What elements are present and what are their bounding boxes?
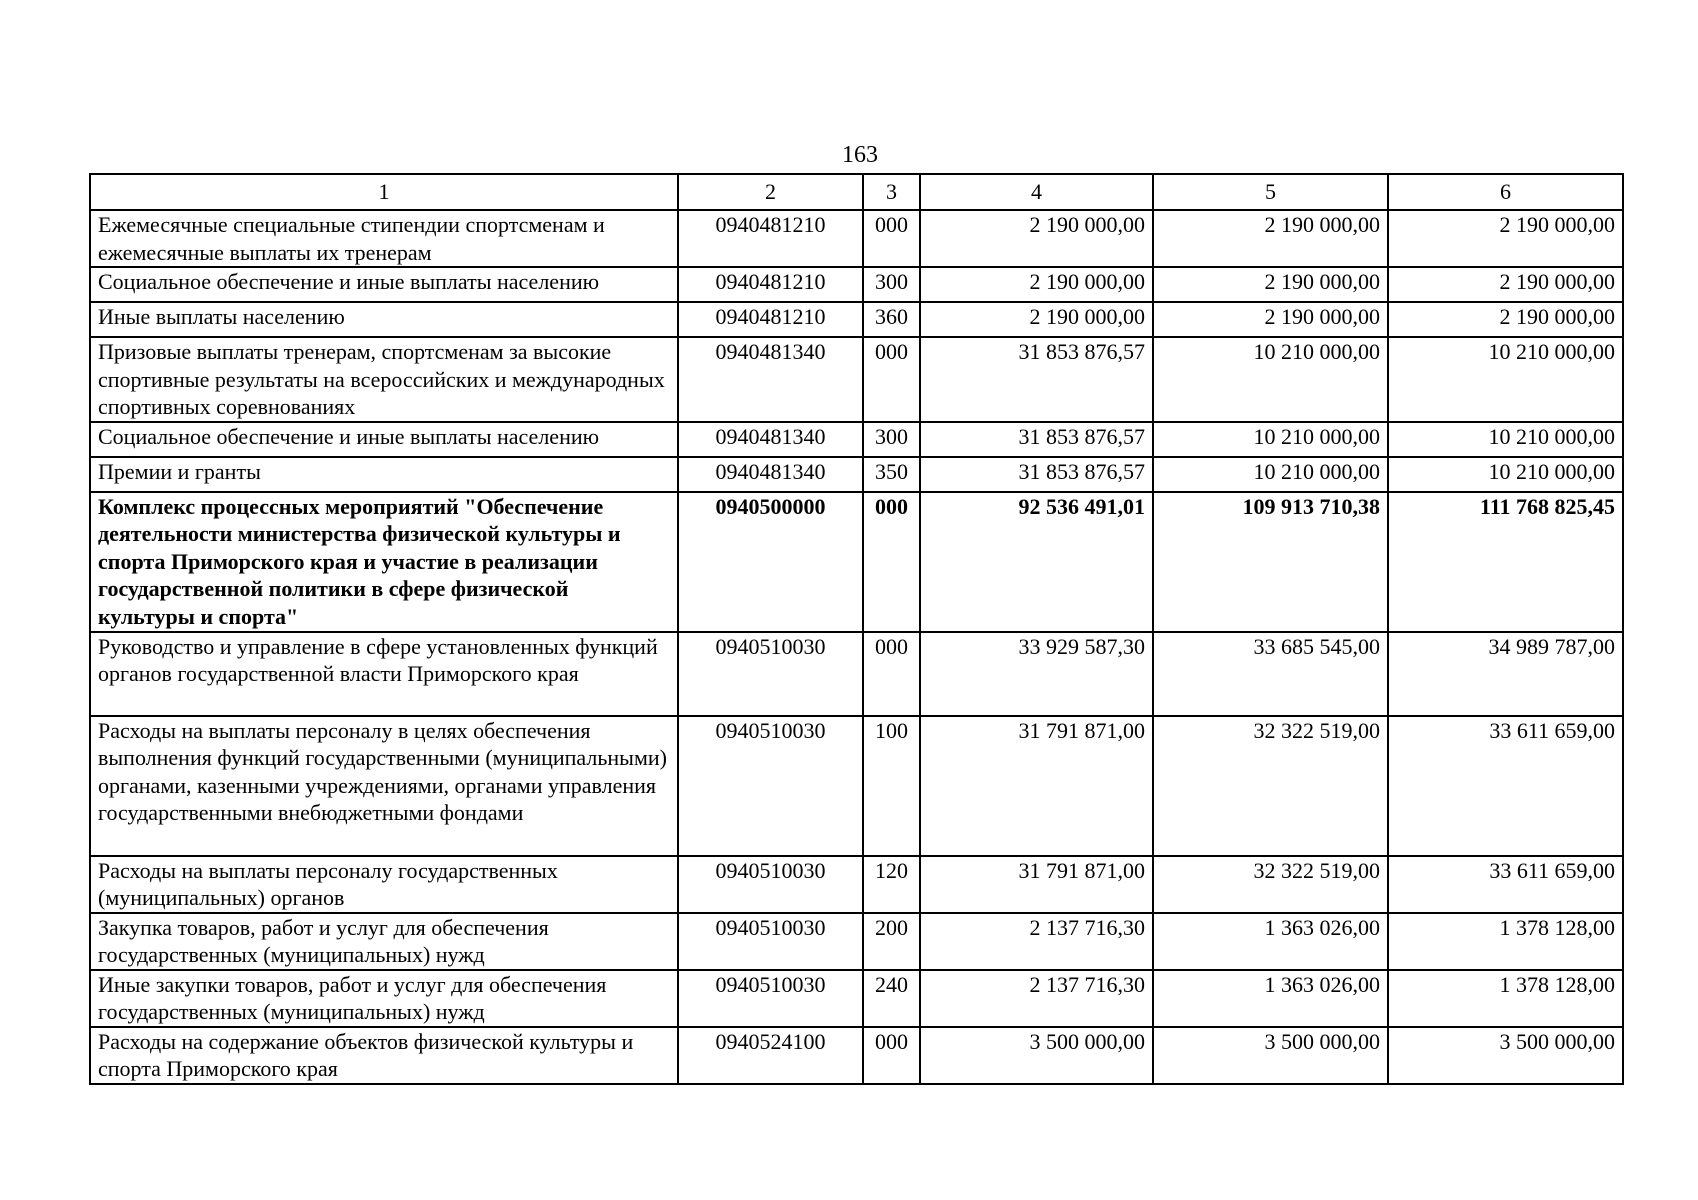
row-value-col5-cell: 32 322 519,00 — [1153, 856, 1388, 913]
row-name-cell: Иные закупки товаров, работ и услуг для обеспечения государственных (муниципальных) нужд — [90, 970, 678, 1027]
row-value-col4-cell: 31 853 876,57 — [920, 457, 1153, 492]
table-row — [90, 632, 1623, 716]
row-code-cell: 0940510030 — [678, 632, 863, 716]
row-name-cell: Расходы на выплаты персоналу государственных (муниципальных) органов — [90, 856, 678, 913]
row-expense-type-cell: 000 — [863, 492, 920, 632]
row-value-col5-cell: 3 500 000,00 — [1153, 1027, 1388, 1084]
column-header-4: 4 — [920, 174, 1153, 210]
column-header-1: 1 — [90, 174, 678, 210]
row-code-cell: 0940510030 — [678, 856, 863, 913]
row-value-col6-cell: 3 500 000,00 — [1388, 1027, 1623, 1084]
table-row — [90, 970, 1623, 1027]
row-value-col4-cell: 31 791 871,00 — [920, 716, 1153, 856]
row-expense-type-cell: 000 — [863, 337, 920, 422]
row-value-col5-cell: 10 210 000,00 — [1153, 422, 1388, 457]
table-row — [90, 457, 1623, 492]
row-value-col4-cell: 2 190 000,00 — [920, 267, 1153, 302]
row-expense-type-cell: 350 — [863, 457, 920, 492]
row-name-cell: Ежемесячные специальные стипендии спортсменам и ежемесячные выплаты их тренерам — [90, 210, 678, 267]
row-value-col4-cell: 92 536 491,01 — [920, 492, 1153, 632]
row-value-col4-cell: 2 190 000,00 — [920, 302, 1153, 337]
table-row — [90, 302, 1623, 337]
row-value-col6-cell: 34 989 787,00 — [1388, 632, 1623, 716]
row-value-col5-cell: 2 190 000,00 — [1153, 210, 1388, 267]
row-value-col5-cell: 33 685 545,00 — [1153, 632, 1388, 716]
row-value-col6-cell: 1 378 128,00 — [1388, 970, 1623, 1027]
row-value-col6-cell: 10 210 000,00 — [1388, 422, 1623, 457]
row-name-cell: Социальное обеспечение и иные выплаты населению — [90, 267, 678, 302]
row-code-cell: 0940481340 — [678, 422, 863, 457]
row-code-cell: 0940481210 — [678, 210, 863, 267]
row-name-cell: Закупка товаров, работ и услуг для обеспечения государственных (муниципальных) нужд — [90, 913, 678, 970]
row-name-cell: Комплекс процессных мероприятий "Обеспечение деятельности министерства физической культуры и спорта Приморского края и участие в реализации государственной политики в сфере физической культуры и спорта" — [90, 492, 678, 632]
row-code-cell: 0940510030 — [678, 716, 863, 856]
column-header-6: 6 — [1388, 174, 1623, 210]
row-name-cell: Социальное обеспечение и иные выплаты населению — [90, 422, 678, 457]
row-expense-type-cell: 000 — [863, 210, 920, 267]
row-code-cell: 0940510030 — [678, 913, 863, 970]
row-expense-type-cell: 360 — [863, 302, 920, 337]
row-expense-type-cell: 000 — [863, 632, 920, 716]
row-name-cell: Премии и гранты — [90, 457, 678, 492]
row-value-col5-cell: 10 210 000,00 — [1153, 337, 1388, 422]
table-row — [90, 1027, 1623, 1084]
row-expense-type-cell: 000 — [863, 1027, 920, 1084]
row-code-cell: 0940481340 — [678, 337, 863, 422]
column-header-3: 3 — [863, 174, 920, 210]
row-expense-type-cell: 120 — [863, 856, 920, 913]
row-name-cell: Иные выплаты населению — [90, 302, 678, 337]
row-name-cell: Расходы на выплаты персоналу в целях обеспечения выполнения функций государственными (муниципальными) органами, казенными учреждениями, органами управления государственными внебюджетными фондами — [90, 716, 678, 856]
table-row — [90, 913, 1623, 970]
row-value-col4-cell: 2 137 716,30 — [920, 913, 1153, 970]
row-value-col5-cell: 1 363 026,00 — [1153, 970, 1388, 1027]
row-value-col6-cell: 1 378 128,00 — [1388, 913, 1623, 970]
row-value-col4-cell: 2 137 716,30 — [920, 970, 1153, 1027]
column-header-5: 5 — [1153, 174, 1388, 210]
row-code-cell: 0940481210 — [678, 302, 863, 337]
row-expense-type-cell: 240 — [863, 970, 920, 1027]
row-value-col4-cell: 33 929 587,30 — [920, 632, 1153, 716]
row-code-cell: 0940481210 — [678, 267, 863, 302]
page-number: 163 — [842, 142, 878, 168]
row-value-col6-cell: 111 768 825,45 — [1388, 492, 1623, 632]
table-row — [90, 337, 1623, 422]
row-expense-type-cell: 300 — [863, 267, 920, 302]
row-name-cell: Расходы на содержание объектов физической культуры и спорта Приморского края — [90, 1027, 678, 1084]
table-row — [90, 267, 1623, 302]
row-name-cell: Руководство и управление в сфере установленных функций органов государственной власти Приморского края — [90, 632, 678, 716]
row-value-col4-cell: 31 853 876,57 — [920, 337, 1153, 422]
row-code-cell: 0940524100 — [678, 1027, 863, 1084]
table-row — [90, 210, 1623, 267]
row-value-col6-cell: 2 190 000,00 — [1388, 302, 1623, 337]
row-expense-type-cell: 300 — [863, 422, 920, 457]
row-value-col6-cell: 10 210 000,00 — [1388, 337, 1623, 422]
budget-table — [89, 173, 1624, 1085]
table-header-row — [90, 174, 1623, 210]
row-value-col6-cell: 2 190 000,00 — [1388, 210, 1623, 267]
table-row — [90, 716, 1623, 856]
row-expense-type-cell: 100 — [863, 716, 920, 856]
row-code-cell: 0940481340 — [678, 457, 863, 492]
table-row — [90, 856, 1623, 913]
row-value-col5-cell: 1 363 026,00 — [1153, 913, 1388, 970]
row-value-col6-cell: 2 190 000,00 — [1388, 267, 1623, 302]
row-value-col5-cell: 10 210 000,00 — [1153, 457, 1388, 492]
row-value-col4-cell: 31 791 871,00 — [920, 856, 1153, 913]
row-name-cell: Призовые выплаты тренерам, спортсменам за высокие спортивные результаты на всероссийских и международных спортивных соревнованиях — [90, 337, 678, 422]
row-value-col4-cell: 2 190 000,00 — [920, 210, 1153, 267]
row-code-cell: 0940510030 — [678, 970, 863, 1027]
table-row — [90, 492, 1623, 632]
row-value-col4-cell: 3 500 000,00 — [920, 1027, 1153, 1084]
row-expense-type-cell: 200 — [863, 913, 920, 970]
row-value-col6-cell: 33 611 659,00 — [1388, 716, 1623, 856]
row-value-col5-cell: 2 190 000,00 — [1153, 302, 1388, 337]
row-value-col6-cell: 33 611 659,00 — [1388, 856, 1623, 913]
row-value-col5-cell: 32 322 519,00 — [1153, 716, 1388, 856]
row-value-col5-cell: 2 190 000,00 — [1153, 267, 1388, 302]
row-value-col5-cell: 109 913 710,38 — [1153, 492, 1388, 632]
row-value-col6-cell: 10 210 000,00 — [1388, 457, 1623, 492]
row-value-col4-cell: 31 853 876,57 — [920, 422, 1153, 457]
table-row — [90, 422, 1623, 457]
row-code-cell: 0940500000 — [678, 492, 863, 632]
column-header-2: 2 — [678, 174, 863, 210]
table-body — [90, 210, 1623, 1084]
